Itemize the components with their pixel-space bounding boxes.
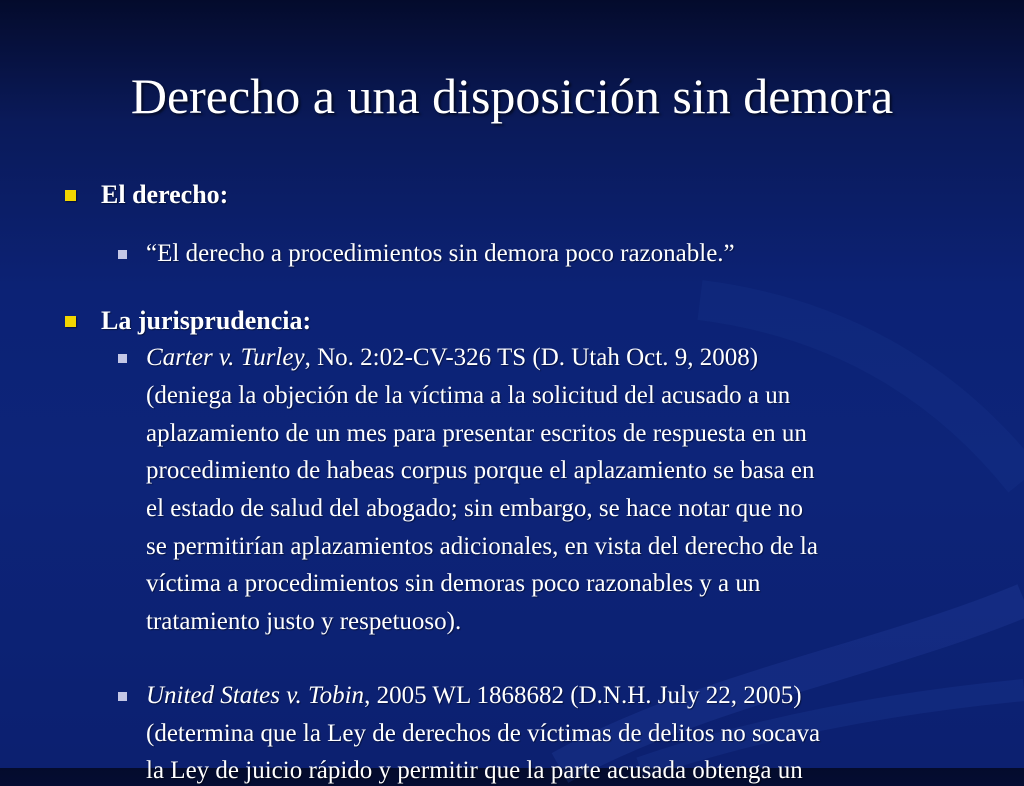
case-1-text-line: víctima a procedimientos sin demoras poco razonables y a un bbox=[146, 570, 761, 597]
case-1-text-line: (deniega la objeción de la víctima a la solicitud del acusado a un bbox=[146, 382, 791, 409]
case-1-text-line: tratamiento justo y respetuoso). bbox=[146, 608, 462, 635]
sub-bullet-square bbox=[118, 250, 127, 259]
right-quote: “El derecho a procedimientos sin demora poco razonable.” bbox=[146, 240, 735, 267]
bullet-square bbox=[65, 190, 76, 201]
case-2-first-line bbox=[146, 681, 802, 711]
section-heading-right: El derecho: bbox=[101, 180, 229, 209]
sub-bullet-square bbox=[118, 692, 127, 701]
case-1-name: Carter v. Turley bbox=[146, 344, 305, 371]
case-2-citation: , 2005 WL 1868682 (D.N.H. July 22, 2005) bbox=[364, 682, 802, 709]
case-1-citation: , No. 2:02-CV-326 TS (D. Utah Oct. 9, 2008) bbox=[304, 344, 759, 371]
case-1-text-line: aplazamiento de un mes para presentar escritos de respuesta en un bbox=[146, 420, 807, 447]
case-1-first-line bbox=[146, 343, 758, 373]
slide-title: Derecho a una disposición sin demora bbox=[130, 68, 894, 124]
case-2-text-line: la Ley de juicio rápido y permitir que la parte acusada obtenga un bbox=[146, 757, 803, 784]
section-heading-case-law: La jurisprudencia: bbox=[101, 306, 312, 335]
sub-bullet-square bbox=[118, 354, 127, 363]
bullet-square bbox=[65, 316, 76, 327]
case-1-text-line: se permitirían aplazamientos adicionales, en vista del derecho de la bbox=[146, 533, 818, 560]
case-2-text-line: (determina que la Ley de derechos de víctimas de delitos no socava bbox=[146, 720, 821, 747]
case-1-text-line: el estado de salud del abogado; sin embargo, se hace notar que no bbox=[146, 495, 803, 522]
case-1-text-line: procedimiento de habeas corpus porque el aplazamiento se basa en bbox=[146, 457, 815, 484]
case-2-name: United States v. Tobin bbox=[146, 682, 365, 709]
